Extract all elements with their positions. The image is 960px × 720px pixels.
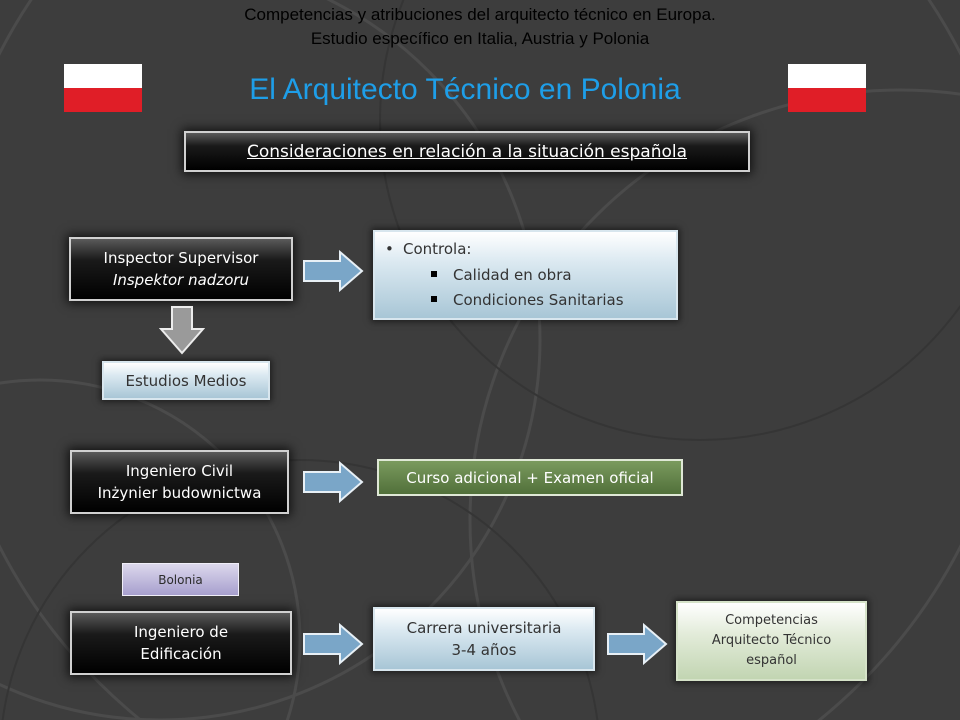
controls-item [431, 291, 624, 309]
controls-heading [385, 240, 471, 258]
carrera-years: 3-4 años [451, 641, 517, 659]
inspector-subtitle: Inspektor nadzoru [112, 271, 250, 289]
estudios-medios-box [102, 361, 270, 400]
competencias-line2: Arquitecto Técnico [711, 633, 832, 648]
ingeniero-edificacion-line1: Ingeniero de [133, 623, 229, 641]
carrera-title: Carrera universitaria [406, 619, 562, 637]
arrow-right-icon [302, 249, 364, 293]
ingeniero-edificacion-line2: Edificación [140, 645, 222, 663]
considerations-text: Consideraciones en relación a la situación española [246, 141, 688, 162]
arrow-right-icon [606, 622, 668, 666]
considerations-banner [184, 131, 750, 172]
page-title: El Arquitecto Técnico en Polonia [249, 73, 681, 106]
bullet-icon: • [385, 240, 394, 258]
estudios-medios-text: Estudios Medios [125, 371, 247, 390]
competencias-line1: Competencias [725, 613, 818, 628]
square-bullet-icon [431, 271, 437, 277]
header-line-2: Estudio específico en Italia, Austria y Polonia [310, 29, 650, 48]
ingeniero-civil-box [70, 450, 289, 514]
arrow-right-icon [302, 622, 364, 666]
inspector-title: Inspector Supervisor [103, 249, 259, 267]
header-line-1: Competencias y atribuciones del arquitecto técnico en Europa. [244, 5, 716, 24]
arrow-right-icon [302, 460, 364, 504]
carrera-box [373, 607, 595, 671]
curso-adicional-text: Curso adicional + Examen oficial [406, 468, 654, 487]
bolonia-badge [122, 563, 239, 596]
controls-item-text: Condiciones Sanitarias [453, 291, 624, 309]
competencias-line3: español [746, 653, 797, 668]
ingeniero-civil-title: Ingeniero Civil [125, 462, 234, 480]
controls-list [375, 232, 675, 318]
controls-heading-text: Controla: [403, 240, 472, 258]
inspector-box [69, 237, 293, 301]
curso-adicional-box [377, 459, 683, 496]
ingeniero-civil-subtitle: Inżynier budownictwa [97, 484, 262, 502]
bolonia-text: Bolonia [158, 572, 203, 587]
competencias-box [676, 601, 867, 681]
arrow-down-icon [159, 305, 205, 355]
controls-item-text: Calidad en obra [453, 266, 572, 284]
ingeniero-edificacion-box [70, 611, 292, 675]
controls-item [431, 266, 572, 284]
square-bullet-icon [431, 296, 437, 302]
